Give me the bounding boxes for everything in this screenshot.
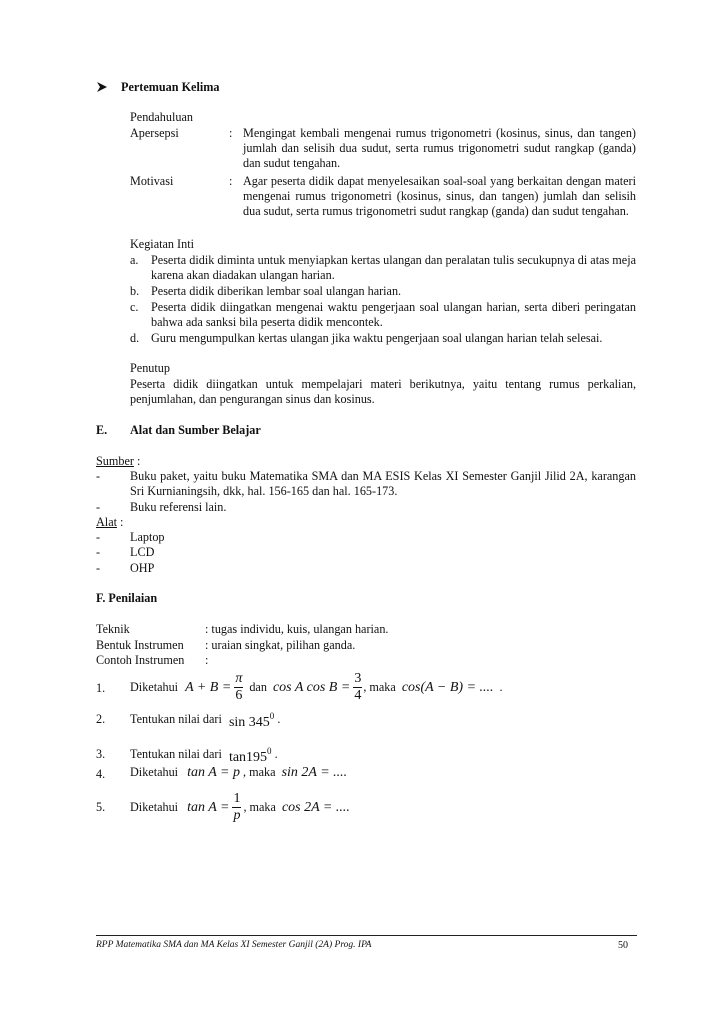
question-number: 1. [96,681,106,695]
list-marker: - [96,545,101,559]
question-prefix: Diketahui [130,765,179,779]
section-e-title: Alat dan Sumber Belajar [130,423,261,437]
fraction-denominator: 6 [235,687,243,703]
question-3 [130,743,278,766]
math-expression: cos A cos B = [272,679,351,695]
bentuk-label: Bentuk Instrumen [96,638,184,652]
question-number: 2. [96,712,106,726]
math-expression: tan A = [187,799,230,815]
motivasi-colon: : [229,174,233,188]
apersepsi-colon: : [229,126,233,140]
fraction-numerator: π [235,670,243,686]
sumber-heading [96,454,140,469]
sumber-colon: : [133,454,141,468]
math-expression: cos 2A = .... [281,799,350,815]
pendahuluan-title: Pendahuluan [130,110,193,124]
question-prefix: Tentukan nilai dari [130,747,222,762]
kegiatan-marker: c. [130,300,139,314]
question-number: 3. [96,747,106,761]
motivasi-label: Motivasi [130,174,174,188]
penutup-title: Penutup [130,361,170,375]
fraction [353,671,362,704]
question-5 [130,785,350,829]
kegiatan-inti-title: Kegiatan Inti [130,237,194,251]
apersepsi-label: Apersepsi [130,126,179,140]
alat-heading [96,515,123,530]
bentuk-value: : uraian singkat, pilihan ganda. [205,638,356,652]
contoh-value: : [205,653,209,667]
list-marker: - [96,561,101,575]
degree-superscript: 0 [267,746,272,756]
question-prefix: Tentukan nilai dari [130,712,222,727]
list-marker: - [96,530,101,544]
list-marker: - [96,469,101,483]
kegiatan-marker: b. [130,284,140,298]
sumber-item: Buku paket, yaitu buku Matematika SMA dan MA ESIS Kelas XI Semester Ganjil Jilid 2A, karangan Sri Kurnianingsih, dkk, hal. 156-165 dan hal. 165-173. [130,469,636,498]
section-f-title: F. Penilaian [96,591,158,605]
connector-text: , maka [243,799,276,814]
fraction [232,791,241,824]
math-expression: sin 345 [228,715,270,731]
question-prefix: Diketahui [130,679,179,694]
connector-text: dan [249,679,267,694]
question-4 [130,765,347,780]
sumber-label: Sumber [96,454,134,468]
kegiatan-item: Guru mengumpulkan kertas ulangan jika waktu pengerjaan soal ulangan harian telah selesai. [151,331,603,345]
footer-text: RPP Matematika SMA dan MA Kelas XI Semester Ganjil (2A) Prog. IPA [96,940,372,950]
list-marker: - [96,500,101,514]
fraction [234,671,243,704]
motivasi-text: Agar peserta didik dapat menyelesaikan soal-soal yang berkaitan dengan materi mengenai rumus trigonometri (kosinus, sinus, dan tangen) jumlah dan selisih dua sudut, serta rumus trigonometri sudut rangkap (ganda) dan sudut tengahan. [243,174,636,218]
kegiatan-item: Peserta didik diminta untuk menyiapkan kertas ulangan dan peralatan tulis secukupnya di atas meja karena akan diadakan ulangan harian. [151,253,636,282]
question-number: 5. [96,800,106,814]
page-number: 50 [618,940,628,951]
alat-label: Alat [96,515,117,529]
kegiatan-marker: d. [130,331,140,345]
sumber-item: Buku referensi lain. [130,500,227,514]
math-expression: cos(A − B) = .... [401,679,494,695]
section-e-letter: E. [96,423,108,437]
question-suffix: . [499,679,503,694]
contoh-label: Contoh Instrumen [96,653,185,667]
question-1 [130,665,503,709]
fraction-denominator: p [233,807,241,823]
question-number: 4. [96,767,106,781]
arrowhead-bullet-icon [96,81,108,97]
alat-colon: : [116,515,124,529]
penutup-text: Peserta didik diingatkan untuk mempelajari materi berikutnya, yaitu tentang rumus perkalian, penjumlahan, dan pengurangan sinus dan kosinus. [130,377,636,406]
alat-item: Laptop [130,530,165,544]
fraction-numerator: 3 [354,670,362,686]
fraction-numerator: 1 [233,790,241,806]
math-expression: sin 2A = .... [281,765,348,780]
teknik-value: : tugas individu, kuis, ulangan harian. [205,622,389,636]
connector-text: , maka [243,765,276,779]
question-prefix: Diketahui [130,799,179,814]
math-expression: tan195 [228,750,268,766]
footer-rule [96,935,637,936]
teknik-label: Teknik [96,622,130,636]
alat-item: LCD [130,545,155,559]
math-expression: A + B = [185,679,232,695]
meeting-heading: Pertemuan Kelima [121,80,220,94]
kegiatan-item: Peserta didik diberikan lembar soal ulangan harian. [151,284,402,298]
alat-item: OHP [130,561,155,575]
connector-text: , maka [363,679,396,694]
kegiatan-item: Peserta didik diingatkan mengenai waktu pengerjaan soal ulangan harian, serta diberi peringatan bahwa ada sanksi bila peserta didik mencontek. [151,300,636,329]
fraction-denominator: 4 [354,687,362,703]
question-suffix: . [274,747,278,762]
degree-superscript: 0 [269,711,275,721]
apersepsi-text: Mengingat kembali mengenai rumus trigonometri (kosinus, sinus, dan tangen) jumlah dan selisih dua sudut, serta rumus trigonometri sudut rangkap (ganda) dan sudut tengahan. [243,126,636,170]
kegiatan-marker: a. [130,253,139,267]
question-suffix: . [277,712,281,727]
math-expression: tan A = p [187,765,240,780]
question-2 [130,708,281,731]
